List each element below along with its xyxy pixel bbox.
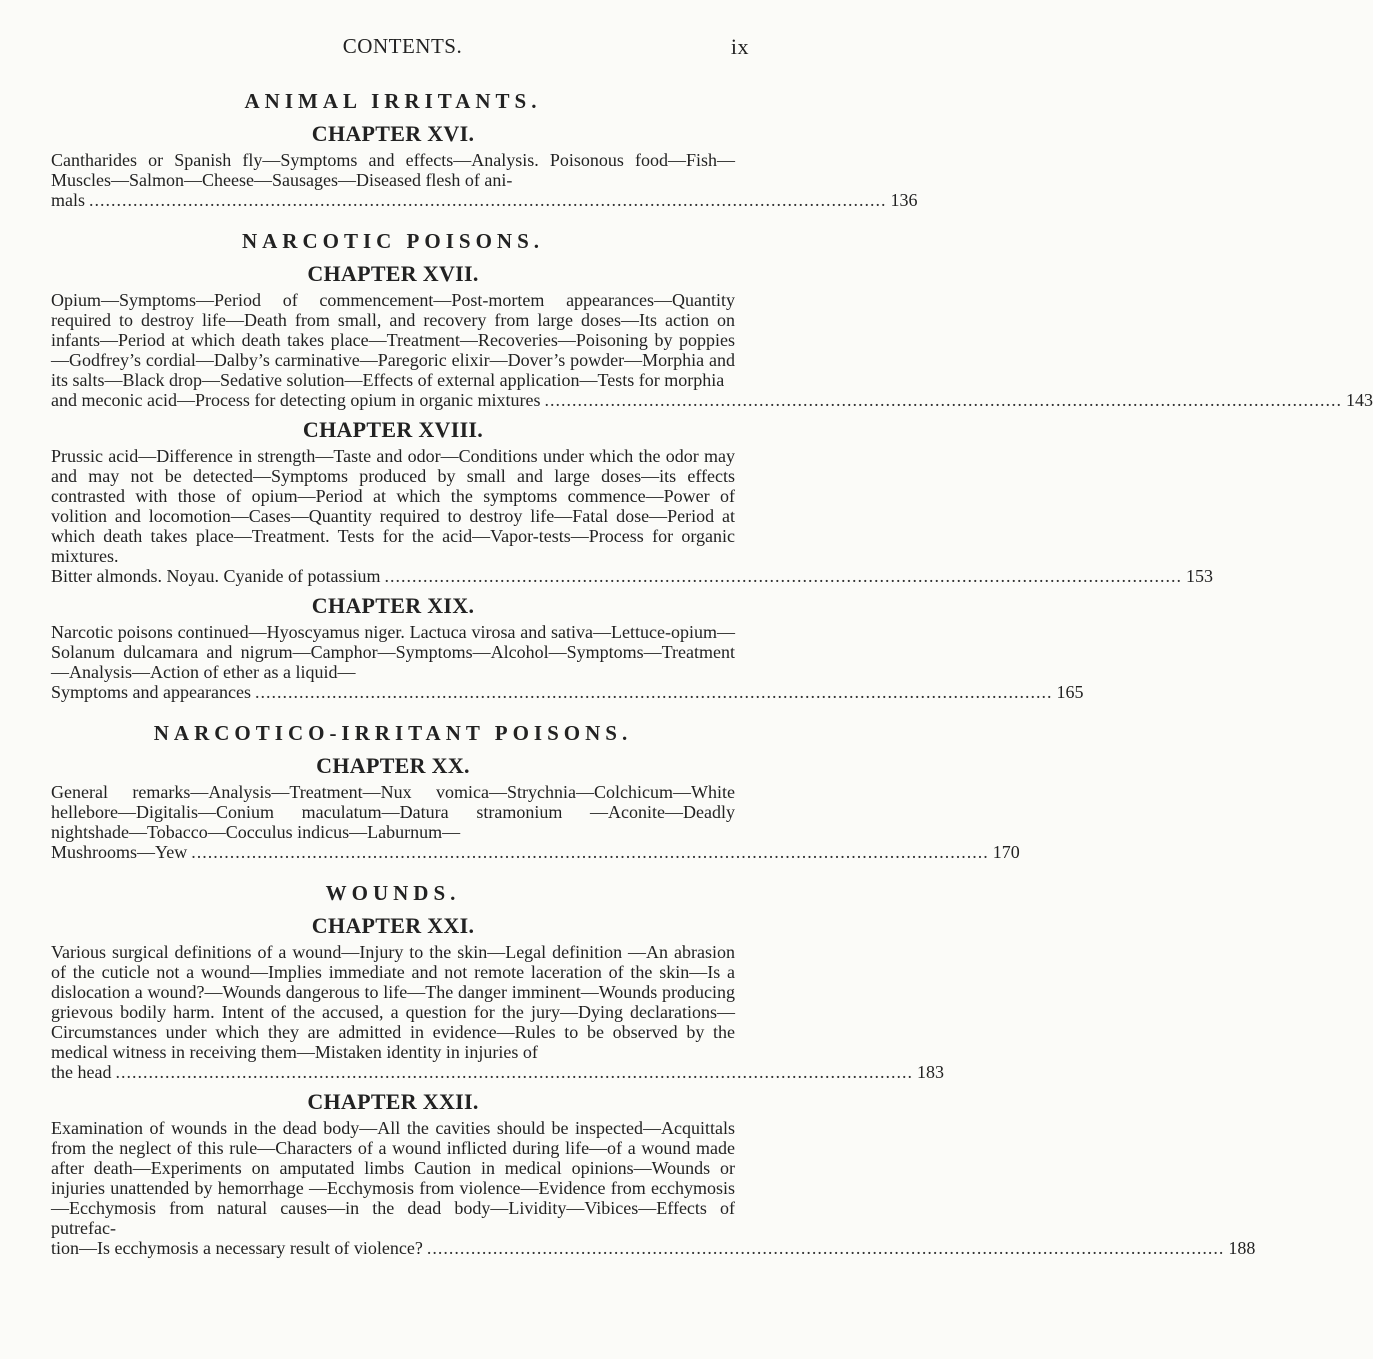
chapter-summary: Narcotic poisons continued—Hyoscyamus niger. Lactuca virosa and sativa—Lettuce-opium—Solanum dulcamara and nigrum—Camphor—Symptoms—Alcohol—Symptoms—Treatment—Analysis—Action of ether as a liquid— [51,622,735,682]
running-title: CONTENTS. [342,34,463,58]
chapter-summary-end: tion—Is ecchymosis a necessary result of violence? [51,1238,423,1258]
dot-leader: ................................................................................................................................................. [384,566,1182,586]
chapter-title: CHAPTER XIX. [311,593,475,618]
chapter-entry [51,1118,1256,1258]
dot-leader: ................................................................................................................................................. [254,682,1053,702]
chapter-summary-end: Symptoms and appearances [51,682,251,702]
chapter-leader-line [51,682,1084,702]
chapter-entry [51,150,918,210]
chapter-summary: Cantharides or Spanish fly—Symptoms and effects—Analysis. Poisonous food—Fish—Muscles—Salmon—Cheese—Sausages—Diseased flesh of ani- [51,150,735,190]
chapter-title: CHAPTER XVIII. [302,417,484,442]
chapter-leader-line [51,566,1213,586]
chapter-summary: Opium—Symptoms—Period of commencement—Post-mortem appearances—Quantity required to destroy life—Death from small, and recovery from large doses—Its action on infants—Period at which death takes place—Treatment—Recoveries—Poisoning by poppies—Godfrey’s cordial—Dalby’s carminative—Paregoric elixir—Dover’s powder—Morphia and its salts—Black drop—Sedative solution—Effects of external application—Tests for morphia [51,290,735,390]
section-heading: NARCOTICO-IRRITANT POISONS. [153,721,633,745]
chapter-summary-end: the head [51,1062,112,1082]
chapter-summary-end: Mushrooms—Yew [51,842,188,862]
chapter-page-number: 136 [890,190,918,210]
dot-leader: ................................................................................................................................................. [115,1062,913,1082]
chapter-summary-end: and meconic acid—Process for detecting opium in organic mixtures [51,390,541,410]
chapter-summary: Examination of wounds in the dead body—All the cavities should be inspected—Acquittals from the neglect of this rule—Characters of a wound inflicted during life—of a wound made after death—Experiments on amputated limbs Caution in medical opinions—Wounds or injuries unattended by hemorrhage —Ecchymosis from violence—Evidence from ecchymosis—Ecchymosis from natural causes—in the dead body—Lividity—Vibices—Effects of putrefac- [51,1118,735,1238]
section-heading: ANIMAL IRRITANTS. [244,89,542,113]
chapter-title: CHAPTER XX. [316,753,470,778]
chapter-page-number: 153 [1185,566,1213,586]
chapter-entry [51,622,1084,702]
contents-list [51,84,1373,1262]
chapter-entry [51,290,1373,410]
chapter-summary-end: mals [51,190,85,210]
chapter-page-number: 188 [1228,1238,1256,1258]
dot-leader: ................................................................................................................................................. [544,390,1343,410]
chapter-leader-line [51,1238,1256,1258]
chapter-title: CHAPTER XXII. [307,1089,479,1114]
page-number: ix [730,34,749,59]
chapter-entry [51,782,1020,862]
dot-leader: ................................................................................................................................................. [426,1238,1225,1258]
dot-leader: ................................................................................................................................................. [191,842,989,862]
chapter-leader-line [51,390,1373,410]
chapter-page-number: 170 [992,842,1020,862]
section-heading: NARCOTIC POISONS. [241,229,545,253]
chapter-summary-end: Bitter almonds. Noyau. Cyanide of potassium [51,566,381,586]
chapter-entry [51,942,944,1082]
chapter-page-number: 183 [916,1062,944,1082]
chapter-title: CHAPTER XVII. [307,261,479,286]
chapter-entry [51,446,1213,586]
dot-leader: ................................................................................................................................................. [89,190,887,210]
chapter-page-number: 165 [1056,682,1084,702]
chapter-title: CHAPTER XXI. [311,913,475,938]
chapter-title: CHAPTER XVI. [311,121,475,146]
chapter-summary: Prussic acid—Difference in strength—Taste and odor—Conditions under which the odor may and may not be detected—Symptoms produced by small and large doses—its effects contrasted with those of opium—Period at which the symptoms commence—Power of volition and locomotion—Cases—Quantity required to destroy life—Fatal dose—Period at which death takes place—Treatment. Tests for the acid—Vapor-tests—Process for organic mixtures. [51,446,735,566]
chapter-leader-line [51,842,1020,862]
section-heading: WOUNDS. [325,881,461,905]
chapter-leader-line [51,190,918,210]
chapter-summary: General remarks—Analysis—Treatment—Nux vomica—Strychnia—Colchicum—White hellebore—Digitalis—Conium maculatum—Datura stramonium —Aconite—Deadly nightshade—Tobacco—Cocculus indicus—Laburnum— [51,782,735,842]
chapter-summary: Various surgical definitions of a wound—Injury to the skin—Legal definition —An abrasion of the cuticle not a wound—Implies immediate and not remote laceration of the skin—Is a dislocation a wound?—Wounds dangerous to life—The danger imminent—Wounds producing grievous bodily harm. Intent of the accused, a question for the jury—Dying declarations—Circumstances under which they are admitted in evidence—Rules to be observed by the medical witness in receiving them—Mistaken identity in injuries of [51,942,735,1062]
chapter-page-number: 143 [1346,390,1373,410]
chapter-leader-line [51,1062,944,1082]
